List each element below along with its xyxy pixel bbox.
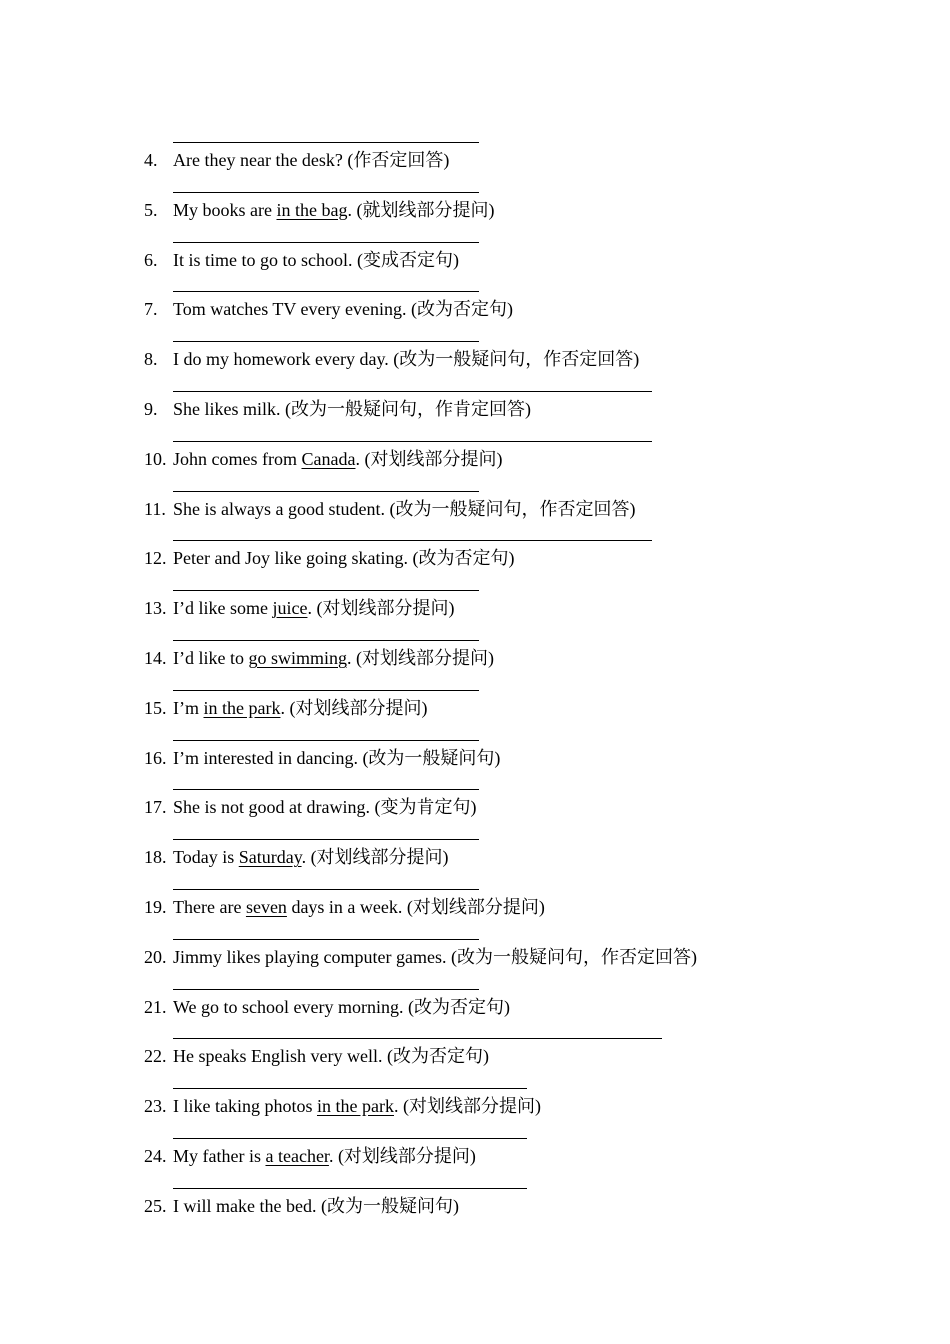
question-number: 4. [144, 150, 158, 170]
question-number: 25. [144, 1195, 167, 1216]
question-item [144, 198, 494, 222]
answer-line[interactable] [173, 291, 479, 292]
question-text [173, 748, 500, 768]
question-item [144, 845, 449, 869]
answer-line[interactable] [173, 889, 479, 890]
question-text-part: I’m interested in dancing. (改为一般疑问句) [173, 747, 501, 768]
answer-line[interactable] [173, 1188, 527, 1189]
underlined-phrase: in the bag [276, 199, 348, 220]
question-item [144, 646, 494, 670]
question-text-part: I’d like to [173, 648, 249, 668]
question-item [144, 746, 500, 770]
question-text-part: I’d like some [173, 598, 273, 619]
question-text-part: Tom watches TV every evening. (改为否定句) [173, 299, 513, 320]
answer-line[interactable] [173, 1038, 662, 1039]
question-text-part: She is always a good student. (改为一般疑问句，作否定回答) [173, 498, 636, 519]
question-text-part: . (对划线部分提问) [393, 1096, 541, 1117]
question-text-part: . (对划线部分提问) [280, 697, 428, 718]
underlined-phrase: go swimming [248, 648, 347, 668]
answer-line[interactable] [173, 491, 479, 492]
question-number: 12. [144, 548, 167, 569]
question-text [173, 250, 459, 270]
question-text-part: He speaks English very well. (改为否定句) [173, 1046, 489, 1067]
question-text [173, 698, 427, 718]
question-text [173, 399, 531, 419]
underlined-phrase: Saturday [238, 847, 302, 868]
question-number: 11. [144, 498, 166, 519]
question-text [173, 499, 635, 519]
question-number: 8. [144, 349, 158, 370]
question-number: 7. [144, 299, 158, 320]
answer-line[interactable] [173, 740, 479, 741]
question-item [144, 795, 476, 819]
question-number: 22. [144, 1046, 167, 1067]
question-text-part: She likes milk. (改为一般疑问句，作肯定回答) [173, 399, 531, 419]
answer-line[interactable] [173, 939, 479, 940]
question-text-part: I do my homework every day. (改为一般疑问句，作否定回答) [173, 349, 640, 370]
question-item [144, 1144, 476, 1168]
question-text [173, 947, 697, 967]
question-item [144, 397, 531, 421]
question-text-part: . (对划线部分提问) [328, 1146, 476, 1166]
question-text [173, 648, 494, 668]
answer-line[interactable] [173, 192, 479, 193]
question-item [144, 995, 510, 1019]
question-text-part: My books are [173, 199, 277, 220]
underlined-phrase: juice [272, 598, 308, 619]
question-text [173, 548, 514, 568]
question-number: 10. [144, 448, 167, 469]
answer-line[interactable] [173, 242, 479, 243]
question-text [173, 897, 545, 917]
answer-line[interactable] [173, 789, 479, 790]
question-number: 17. [144, 797, 167, 818]
question-text [173, 1096, 541, 1116]
question-text [173, 150, 449, 170]
answer-line[interactable] [173, 839, 479, 840]
question-text [173, 200, 494, 220]
question-number: 16. [144, 747, 167, 768]
answer-line[interactable] [173, 142, 479, 143]
question-text-part: Jimmy likes playing computer games. (改为一般疑问句，作否定回答) [173, 946, 697, 967]
question-item [144, 347, 639, 371]
question-text [173, 299, 513, 319]
question-text [173, 847, 449, 867]
underlined-phrase: seven [245, 897, 287, 917]
question-item [144, 945, 697, 969]
question-text [173, 997, 510, 1017]
question-text-part: . (对划线部分提问) [307, 598, 455, 619]
question-text [173, 1196, 459, 1216]
question-text-part: My father is [173, 1146, 266, 1166]
question-item [144, 447, 502, 471]
question-text-part: . (就划线部分提问) [347, 199, 495, 220]
question-text-part: I like taking photos [173, 1096, 317, 1117]
question-text [173, 1046, 489, 1066]
question-text-part: Are they near the desk? [173, 150, 348, 170]
question-item [144, 895, 545, 919]
answer-line[interactable] [173, 1138, 527, 1139]
answer-line[interactable] [173, 1088, 527, 1089]
question-number: 14. [144, 648, 167, 668]
question-number: 13. [144, 598, 167, 619]
question-text-part: I’m [173, 697, 204, 718]
question-text [173, 1146, 476, 1166]
question-item [144, 148, 449, 172]
question-text [173, 797, 476, 817]
question-number: 6. [144, 249, 158, 270]
answer-line[interactable] [173, 341, 479, 342]
question-number: 23. [144, 1096, 167, 1117]
question-text-part: It is time to go to school. (变成否定句) [173, 249, 459, 270]
question-item [144, 696, 427, 720]
question-text-part: (作否定回答) [347, 150, 450, 170]
answer-line[interactable] [173, 441, 652, 442]
question-number: 5. [144, 199, 158, 220]
underlined-phrase: in the park [316, 1096, 394, 1117]
question-number: 24. [144, 1146, 167, 1166]
question-number: 9. [144, 399, 158, 419]
question-text-part: days in a week. (对划线部分提问) [286, 897, 545, 917]
question-number: 21. [144, 996, 167, 1017]
question-text-part: We go to school every morning. (改为否定句) [173, 996, 510, 1017]
question-text [173, 598, 454, 618]
question-text [173, 349, 639, 369]
question-item [144, 497, 635, 521]
question-number: 15. [144, 697, 167, 718]
answer-line[interactable] [173, 540, 652, 541]
question-text-part: . (对划线部分提问) [347, 648, 494, 668]
question-item [144, 1044, 489, 1068]
question-text-part: John comes from [173, 448, 302, 469]
question-text-part: . (对划线部分提问) [301, 847, 449, 868]
question-text-part: I will make the bed. (改为一般疑问句) [173, 1195, 459, 1216]
question-text-part: She is not good at drawing. (变为肯定句) [173, 797, 477, 818]
answer-line[interactable] [173, 640, 479, 641]
question-text [173, 449, 502, 469]
question-item [144, 1194, 459, 1218]
question-number: 19. [144, 897, 167, 917]
question-number: 18. [144, 847, 167, 868]
question-text-part: There are [173, 897, 246, 917]
answer-line[interactable] [173, 391, 652, 392]
question-item [144, 546, 514, 570]
answer-line[interactable] [173, 590, 479, 591]
answer-line[interactable] [173, 989, 479, 990]
question-item [144, 1094, 541, 1118]
question-text-part: Today is [173, 847, 239, 868]
answer-line[interactable] [173, 690, 479, 691]
question-text-part: Peter and Joy like going skating. (改为否定句) [173, 548, 515, 569]
question-number: 20. [144, 946, 167, 967]
underlined-phrase: Canada [301, 448, 356, 469]
question-text-part: . (对划线部分提问) [355, 448, 503, 469]
question-item [144, 596, 454, 620]
question-item [144, 297, 513, 321]
underlined-phrase: in the park [203, 697, 281, 718]
question-item [144, 248, 459, 272]
underlined-phrase: a teacher [265, 1146, 329, 1166]
